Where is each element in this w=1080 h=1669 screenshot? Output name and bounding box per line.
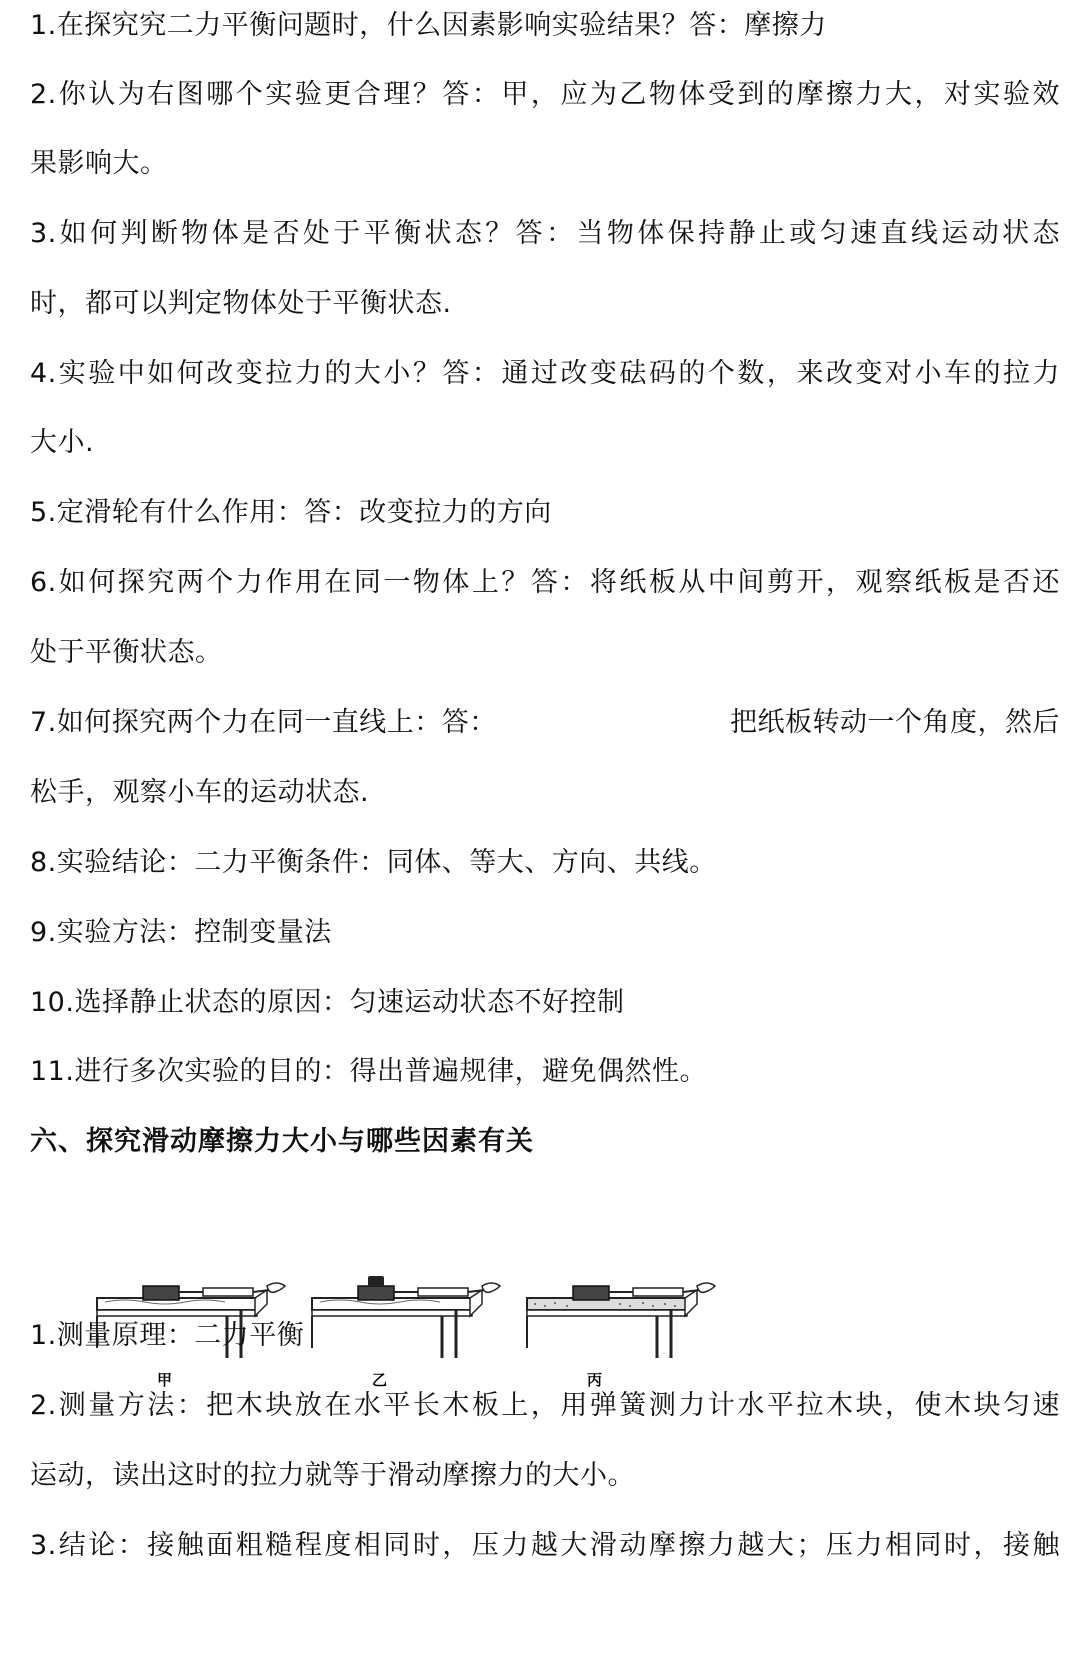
text-line-14: 9.实验方法：控制变量法 bbox=[30, 917, 332, 948]
text-line-8: 5.定滑轮有什么作用：答：改变拉力的方向 bbox=[30, 497, 552, 528]
text-line-2: 2.你认为右图哪个实验更合理？答：甲，应为乙物体受到的摩擦力大，对实验效 bbox=[30, 79, 1060, 110]
question-7: 7.如何探究两个力在同一直线上：答： bbox=[30, 707, 497, 738]
text-line-4: 3.如何判断物体是否处于平衡状态？答：当物体保持静止或匀速直线运动状态 bbox=[30, 218, 1060, 249]
text-line-7: 大小. bbox=[30, 427, 95, 458]
text-line-12: 松手，观察小车的运动状态. bbox=[30, 777, 370, 808]
text-line-15: 10.选择静止状态的原因：匀速运动状态不好控制 bbox=[30, 987, 625, 1018]
section-heading: 六、探究滑动摩擦力大小与哪些因素有关 bbox=[30, 1126, 534, 1157]
text-line-20: 运动，读出这时的拉力就等于滑动摩擦力的大小。 bbox=[30, 1460, 635, 1491]
figure-label-jia: 甲 bbox=[157, 1371, 173, 1388]
text-line-11 bbox=[30, 705, 1060, 741]
text-line-19: 2.测量方法：把木块放在水平长木板上，用弹簧测力计水平拉木块，使木块匀速 bbox=[30, 1390, 1060, 1421]
text-line-5: 时，都可以判定物体处于平衡状态. bbox=[30, 288, 452, 319]
text-line-6: 4.实验中如何改变拉力的大小？答：通过改变砝码的个数，来改变对小车的拉力 bbox=[30, 358, 1060, 389]
text-line-3: 果影响大。 bbox=[30, 148, 168, 179]
text-line-1: 1.在探究究二力平衡问题时，什么因素影响实验结果？答：摩擦力 bbox=[30, 10, 827, 41]
text-line-9: 6.如何探究两个力作用在同一物体上？答：将纸板从中间剪开，观察纸板是否还 bbox=[30, 567, 1060, 598]
text-line-21: 3.结论：接触面粗糙程度相同时，压力越大滑动摩擦力越大；压力相同时，接触 bbox=[30, 1530, 1060, 1561]
figure-label-yi: 乙 bbox=[372, 1371, 388, 1388]
text-line-18: 1.测量原理：二力平衡 bbox=[30, 1320, 305, 1351]
figure-label-bing: 丙 bbox=[587, 1371, 603, 1388]
text-line-13: 8.实验结论：二力平衡条件：同体、等大、方向、共线。 bbox=[30, 847, 717, 878]
text-line-16: 11.进行多次实验的目的：得出普遍规律，避免偶然性。 bbox=[30, 1056, 707, 1087]
answer-7: 把纸板转动一个角度，然后 bbox=[730, 707, 1060, 738]
text-line-10: 处于平衡状态。 bbox=[30, 637, 223, 668]
